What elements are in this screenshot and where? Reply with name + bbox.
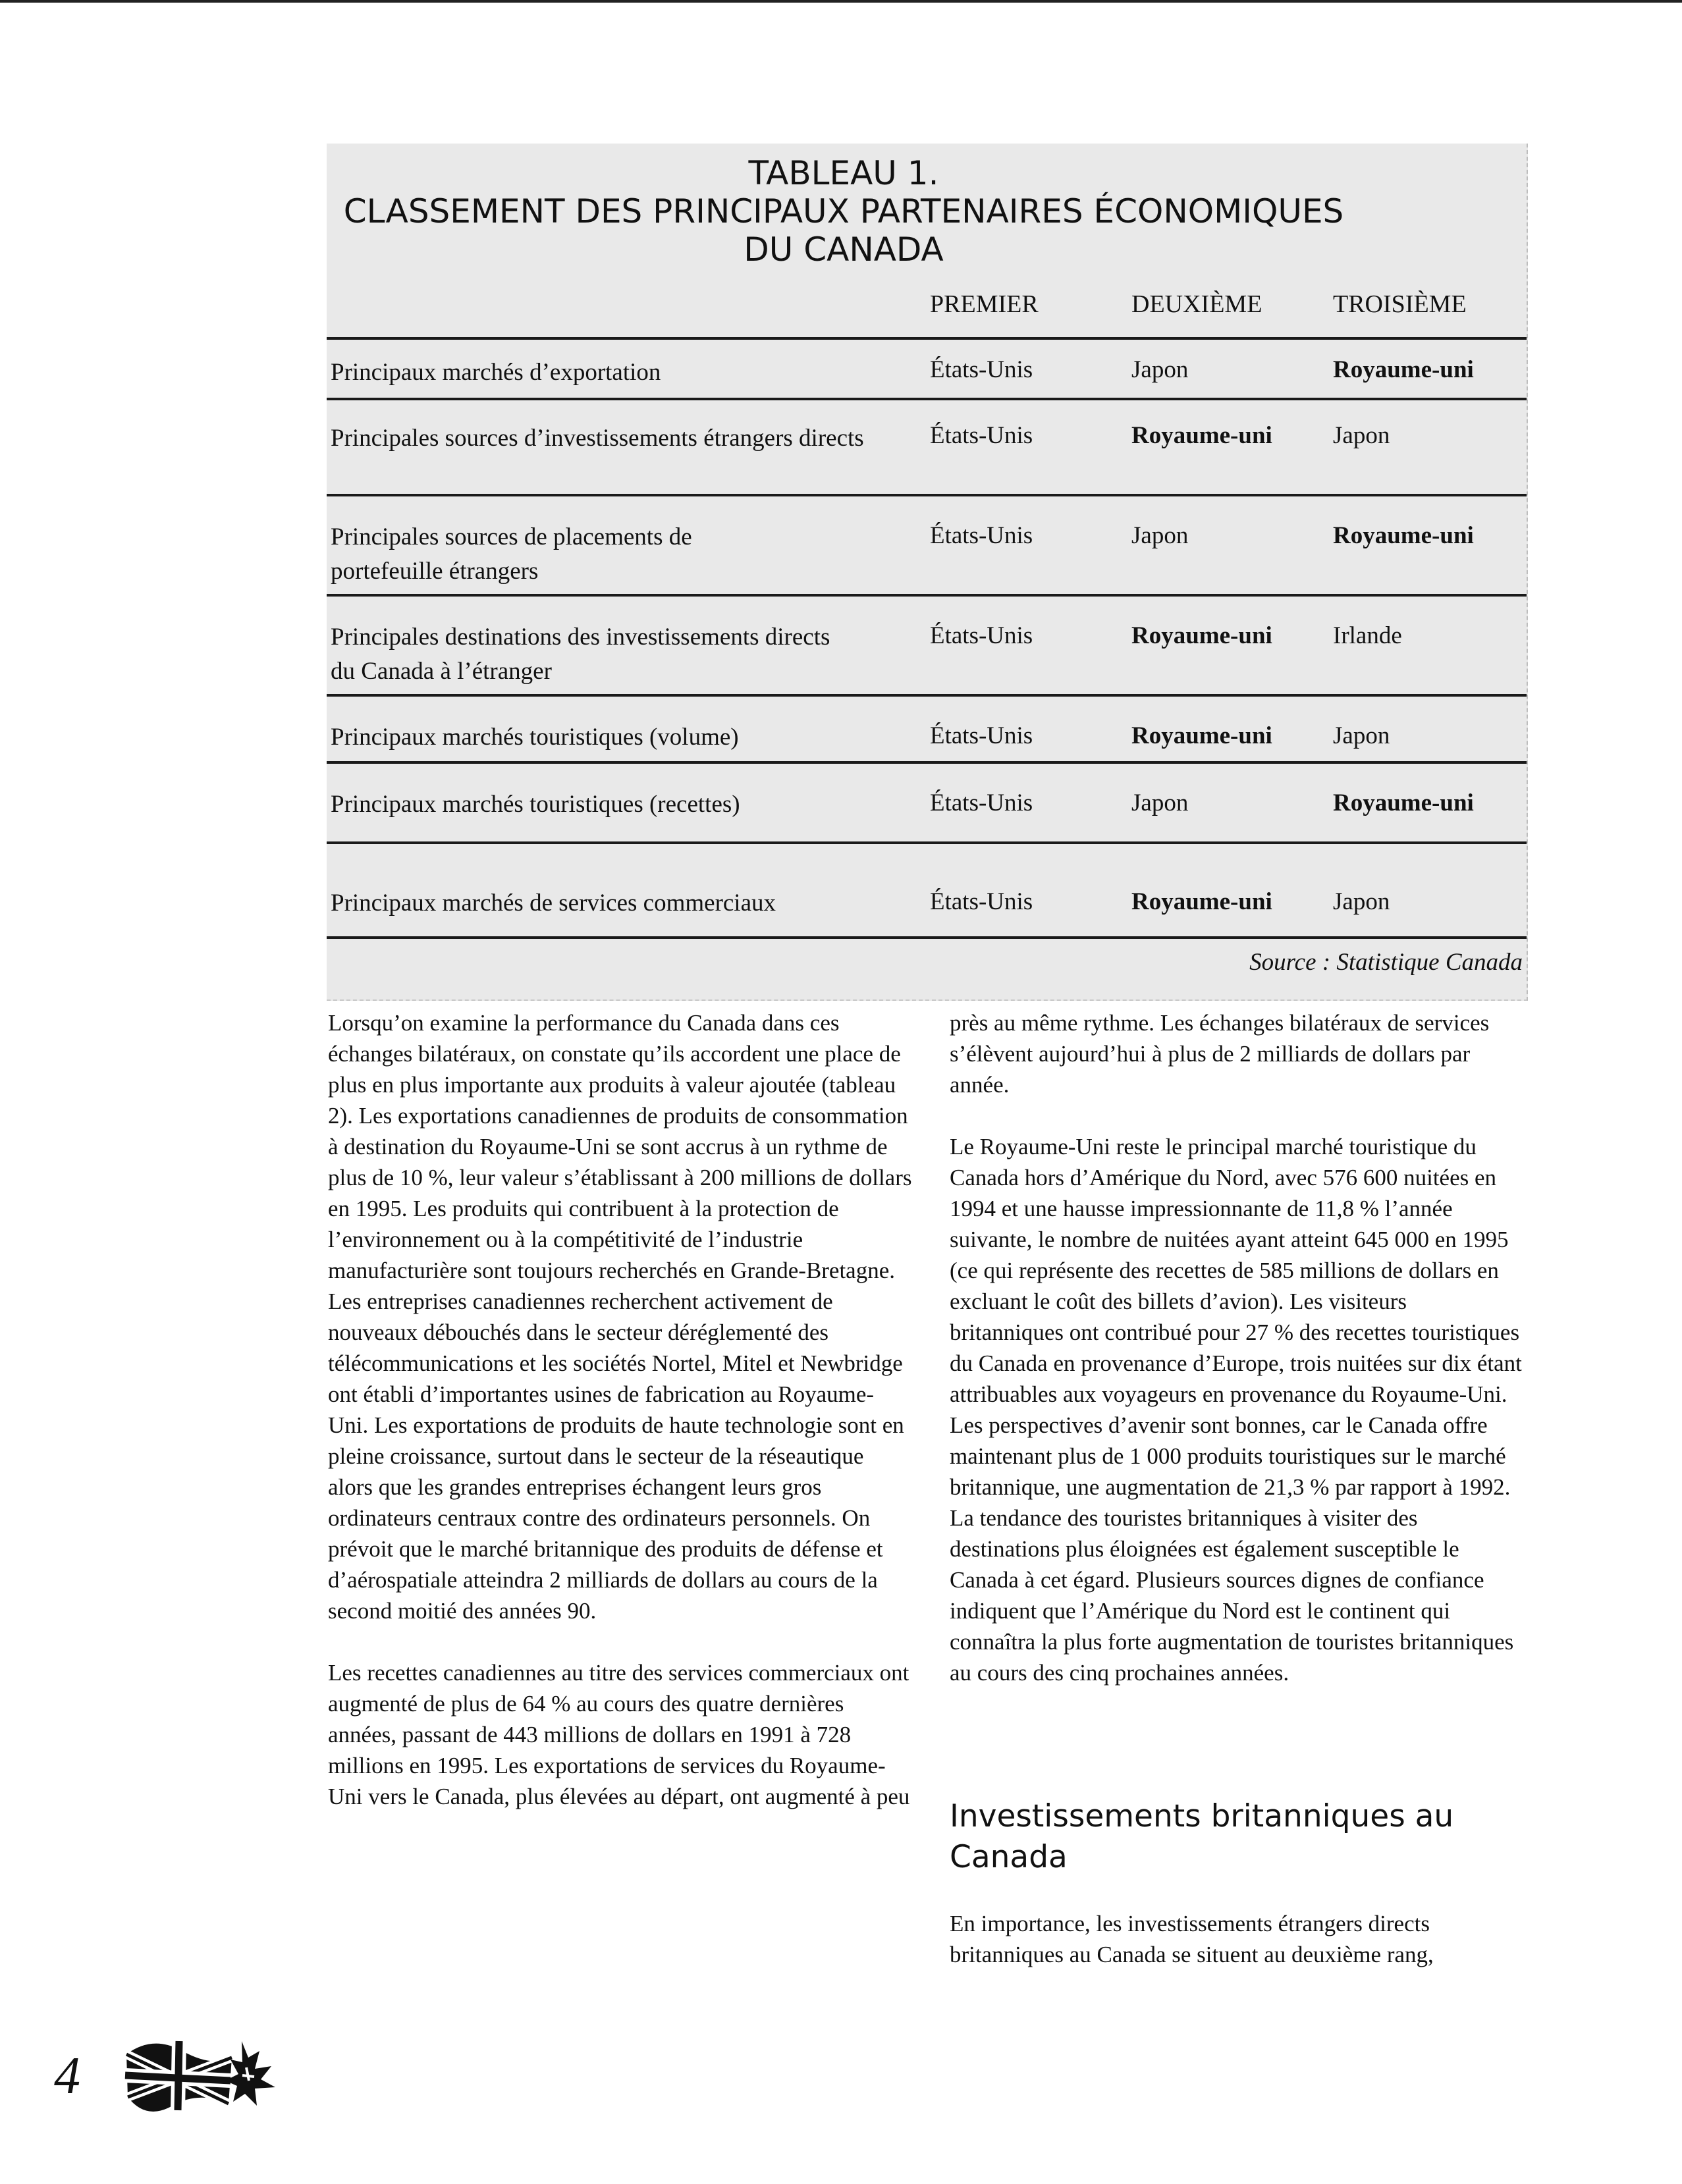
table-rule: [327, 761, 1527, 764]
table-cell-third: Japon: [1333, 722, 1390, 749]
table-cell-third: Royaume-uni: [1333, 356, 1474, 383]
table-row-label: Principales destinations des investissements directs du Canada à l’étranger: [331, 624, 830, 685]
union-jack-maple-leaf-flag-icon: [120, 2028, 285, 2114]
paragraph: près au même rythme. Les échanges bilatéraux de services s’élèvent aujourd’hui à plus de 2 milliards de dollars par année.: [950, 1010, 1490, 1098]
table-cell-second: Royaume-uni: [1131, 722, 1272, 749]
column-header-first: PREMIER: [930, 290, 1039, 318]
section-heading: Investissements britanniques au Canada: [950, 1798, 1454, 1875]
table-row-label: Principales sources de placements de portefeuille étrangers: [331, 523, 692, 585]
table-rule: [327, 841, 1527, 844]
table-cell-second: Royaume-uni: [1131, 622, 1272, 649]
table-cell-first: États-Unis: [930, 722, 1033, 749]
table-title-line-3: DU CANADA: [744, 230, 944, 269]
table-cell-first: États-Unis: [930, 422, 1033, 449]
table-cell-second: Japon: [1131, 789, 1189, 816]
table-row-label: Principaux marchés de services commerciaux: [331, 890, 776, 917]
paragraph: Les recettes canadiennes au titre des services commerciaux ont augmenté de plus de 64 % au cours des quatre dernières années, passant de 443 millions de dollars en 1991 à 728 millions en 1995. Les exportations de services du Royaume-Uni vers le Canada, plus élevées au départ, ont augmenté à peu: [328, 1660, 910, 1809]
left-column: [328, 1007, 914, 1843]
table-cell-third: Royaume-uni: [1333, 522, 1474, 549]
table-rule: [327, 694, 1527, 697]
table-rule: [327, 594, 1527, 597]
table-cell-first: États-Unis: [930, 888, 1033, 915]
table-row-label: Principaux marchés touristiques (volume): [331, 724, 739, 751]
table-cell-first: États-Unis: [930, 522, 1033, 549]
paragraph: Le Royaume-Uni reste le principal marché touristique du Canada hors d’Amérique du Nord, avec 576 600 nuitées en 1994 et une hausse impressionnante de 11,8 % l’année suivante, le nombre de nuitées ayant atteint 645 000 en 1995 (ce qui représente des recettes de 585 millions de dollars en excluant le coût des billets d’avion). Les visiteurs britanniques ont contribué pour 27 % des recettes touristiques du Canada en provenance d’Europe, trois nuitées sur dix étant attribuables aux voyageurs en provenance du Royaume-Uni. Les perspectives d’avenir sont bonnes, car le Canada offre maintenant plus de 1 000 produits touristiques sur le marché britannique, une augmentation de 21,3 % par rapport à 1992. La tendance des touristes britanniques à visiter des destinations plus éloignées est également susceptible le Canada à cet égard. Plusieurs sources dignes de confiance indiquent que l’Amérique du Nord est le continent qui connaîtra la plus forte augmentation de touristes britanniques au cours des cinq prochaines années.: [950, 1134, 1522, 1686]
page-number: 4: [54, 2047, 80, 2105]
paragraph: Lorsqu’on examine la performance du Canada dans ces échanges bilatéraux, on constate qu’ils accordent une place de plus en plus importante aux produits à valeur ajoutée (tableau 2). Les exportations canadiennes de produits de consommation à destination du Royaume-Uni se sont accrus à un rythme de plus de 10 %, leur valeur s’établissant à 200 millions de dollars en 1995. Les produits qui contribuent à la protection de l’environnement ou à la compétitivité de l’industrie manufacturière sont toujours recherchés en Grande-Bretagne. Les entreprises canadiennes recherchent activement de nouveaux débouchés dans le secteur déréglementé des télécommunications et les sociétés Nortel, Mitel et Newbridge ont établi d’importantes usines de fabrication au Royaume-Uni. Les exportations de produits de haute technologie sont en pleine croissance, surtout dans le secteur de la réseautique alors que les grandes entreprises échangent leurs gros ordinateurs centraux contre des ordinateurs personnels. On prévoit que le marché britannique des produits de défense et d’aérospatiale atteindra 2 milliards de dollars au cours de la second moitié des années 90.: [328, 1010, 912, 1624]
table-cell-second: Japon: [1131, 522, 1189, 549]
table-cell-third: Japon: [1333, 888, 1390, 915]
table-cell-second: Royaume-uni: [1131, 422, 1272, 449]
table-cell-second: Japon: [1131, 356, 1189, 383]
top-border-line: [0, 0, 1682, 3]
table-cell-first: États-Unis: [930, 622, 1033, 649]
table-rule: [327, 936, 1527, 939]
table-source: Source : Statistique Canada: [1249, 949, 1523, 976]
table-row-label: Principaux marchés d’exportation: [331, 359, 661, 386]
column-header-third: TROISIÈME: [1333, 290, 1467, 318]
table-cell-first: États-Unis: [930, 789, 1033, 816]
table-row-label: Principales sources d’investissements étrangers directs: [331, 425, 864, 452]
table-cell-second: Royaume-uni: [1131, 888, 1272, 915]
table-cell-third: Irlande: [1333, 622, 1402, 649]
table-title-line-2: CLASSEMENT DES PRINCIPAUX PARTENAIRES ÉCONOMIQUES: [343, 192, 1344, 230]
table-rule: [327, 494, 1527, 496]
table-rule: [327, 398, 1527, 400]
table-cell-third: Japon: [1333, 422, 1390, 449]
column-header-second: DEUXIÈME: [1131, 290, 1262, 318]
right-column-bottom: [950, 1908, 1523, 2001]
table-row-label: Principaux marchés touristiques (recettes): [331, 791, 740, 818]
paragraph: En importance, les investissements étrangers directs britanniques au Canada se situent au deuxième rang,: [950, 1911, 1434, 1967]
table-cell-third: Royaume-uni: [1333, 789, 1474, 816]
table-cell-first: États-Unis: [930, 356, 1033, 383]
table-title-line-1: TABLEAU 1.: [748, 154, 939, 192]
table-title: [327, 154, 1361, 269]
table-rule: [327, 337, 1527, 340]
right-column-top: [950, 1007, 1523, 1719]
